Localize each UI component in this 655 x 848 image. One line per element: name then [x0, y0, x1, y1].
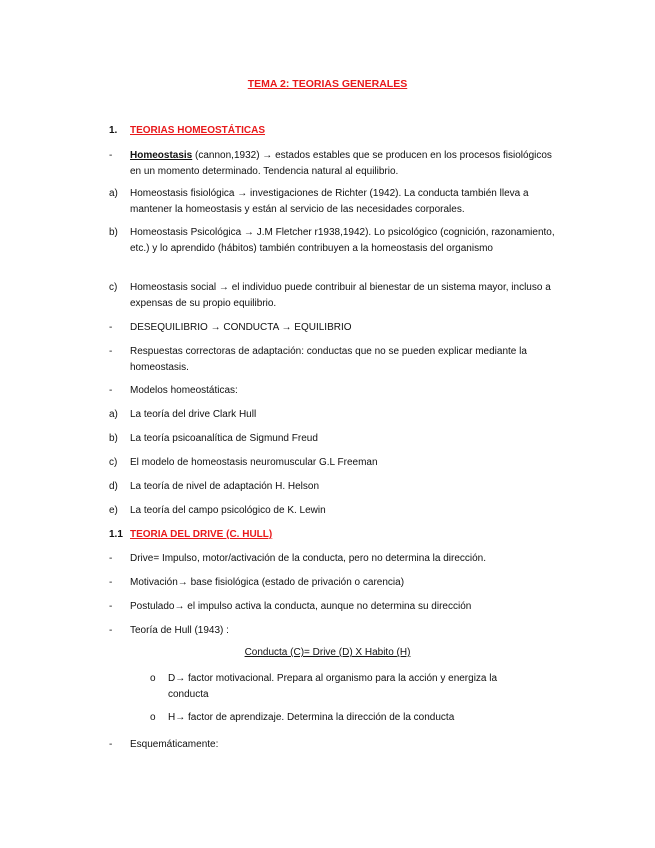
document-title: TEMA 2: TEORIAS GENERALES [247, 78, 408, 90]
formula: Conducta (C)= Drive (D) X Habito (H) [244, 647, 411, 658]
section-number: 1. [109, 125, 118, 136]
section-number: 1.1 [109, 529, 123, 540]
section-title: TEORIAS HOMEOSTÁTICAS [130, 125, 266, 136]
term: Homeostasis [130, 150, 193, 161]
section-title: TEORIA DEL DRIVE (C. HULL) [130, 529, 273, 540]
